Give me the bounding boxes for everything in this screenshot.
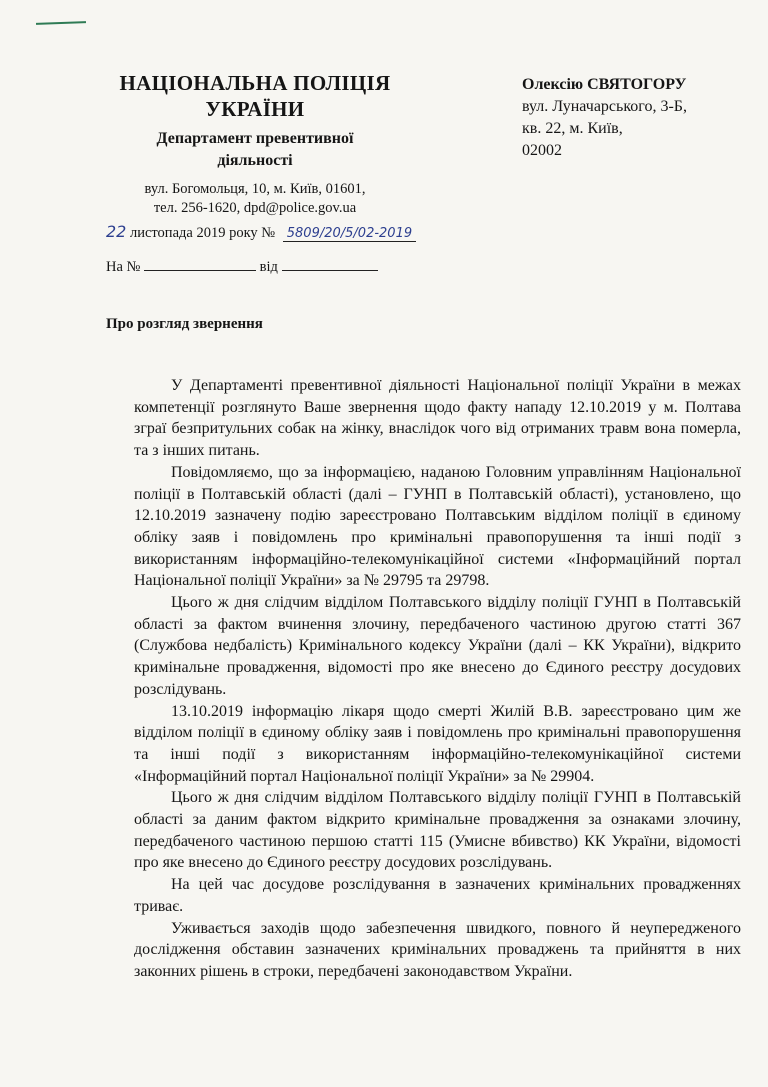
org-name-line2: УКРАЇНИ [205, 97, 305, 121]
incoming-reference [106, 258, 378, 276]
vid-label: від [259, 259, 278, 275]
letter-body [134, 375, 741, 983]
na-label: На № [106, 259, 141, 275]
handwritten-number: 5809/20/5/02-2019 [283, 226, 416, 242]
department-line2: діяльності [217, 152, 293, 169]
org-name-line1: НАЦІОНАЛЬНА ПОЛІЦІЯ [119, 71, 391, 95]
subject-line: Про розгляд звернення [106, 316, 263, 332]
recipient-street: вул. Луначарського, 3-Б, [522, 98, 687, 115]
body-paragraph: У Департаменті превентивної діяльності Національної поліції України в межах компетенції розглянуто Ваше звернення щодо факту нападу 12.10.2019 у м. Полтава зграї безпритульних собак на жінку, внаслідок чого від отриманих травм вона померла, та з інших питань. [134, 377, 741, 460]
body-paragraph: Цього ж дня слідчим відділом Полтавського відділу поліції ГУНП в Полтавській області за фактом вчинення злочину, передбаченого частиною другою статті 367 (Службова недбалість) Кримінального кодексу України (далі – КК України), відкрито кримінальне провадження, відомості про яке внесено до Єдиного реєстру досудових розслідувань. [134, 594, 741, 698]
body-paragraph: На цей час досудове розслідування в зазначених кримінальних провадженнях триває. [134, 876, 741, 915]
body-paragraph: Уживається заходів щодо забезпечення швидкого, повного й неупередженого дослідження обставин зазначених кримінальних проваджень та прийняття в них законних рішень в строки, передбачені законодавством України. [134, 919, 741, 980]
body-paragraph: 13.10.2019 інформацію лікаря щодо смерті Жилій В.В. зареєстровано цим же відділом поліції в єдиному обліку заяв і повідомлень про кримінальні правопорушення та інші події з використанням інформаційно-телекомунікаційної системи «Інформаційний портал Національної поліції України» за № 29904. [134, 702, 741, 785]
body-paragraph: Повідомляємо, що за інформацією, наданою Головним управлінням Національної поліції в Полтавській області (далі – ГУНП в Полтавській області), установлено, що 12.10.2019 зазначену подію зареєстровано Полтавським відділом поліції в єдиному обліку заяв і повідомлень про кримінальні правопорушення та інші події з використанням інформаційно-телекомунікаційної системи «Інформаційний портал Національної поліції України» за № 29795 та 29798. [134, 463, 741, 590]
org-address: вул. Богомольця, 10, м. Київ, 01601, [144, 181, 366, 197]
department-line1: Департамент превентивної [156, 130, 354, 147]
body-paragraph: Цього ж дня слідчим відділом Полтавського відділу поліції ГУНП в Полтавській області за даним фактом відкрито кримінальне провадження за ознаками злочину, передбаченого частиною першою статті 115 (Умисне вбивство) КК України, відомості про яке внесено до Єдиного реєстру досудових розслідувань. [134, 789, 741, 872]
recipient-postcode: 02002 [522, 142, 562, 159]
recipient-apartment: кв. 22, м. Київ, [522, 120, 623, 137]
org-contacts: тел. 256-1620, dpd@police.gov.ua [153, 200, 357, 216]
incoming-number-blank [144, 258, 256, 271]
number-sign: № [261, 225, 276, 241]
recipient-block [522, 74, 762, 162]
ink-mark [36, 21, 86, 25]
reference-date: листопада 2019 року [129, 225, 258, 241]
incoming-date-blank [282, 258, 378, 271]
outgoing-reference [106, 222, 416, 242]
recipient-name: Олексію СВЯТОГОРУ [522, 76, 687, 93]
letterhead [90, 70, 420, 218]
handwritten-day: 22 [106, 222, 127, 241]
